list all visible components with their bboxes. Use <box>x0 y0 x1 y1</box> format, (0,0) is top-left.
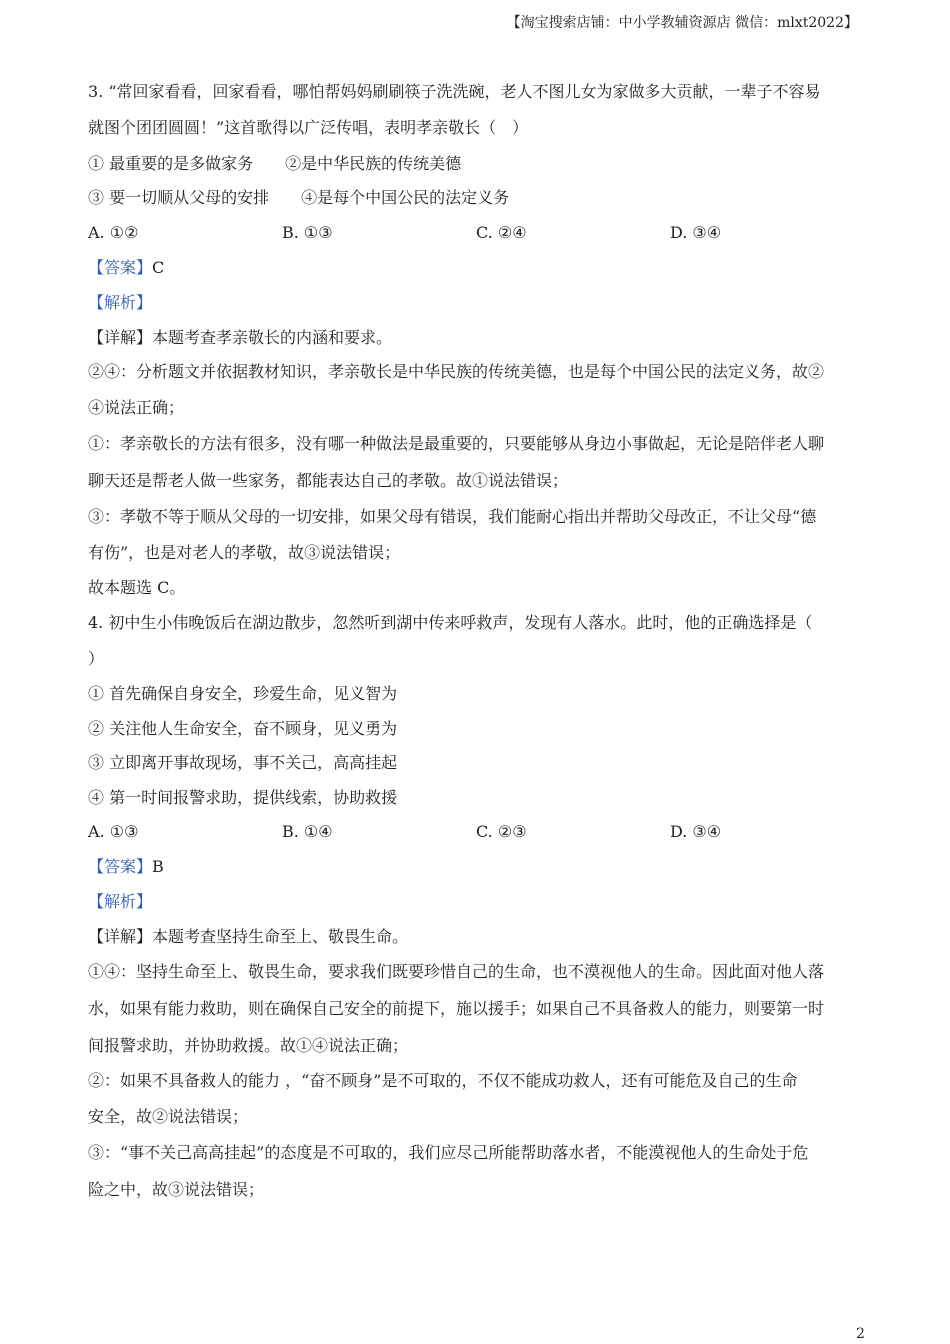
q3-analysis-line: 聊天还是帮老人做一些家务，都能表达自己的孝敬。故①说法错误； <box>88 471 569 490</box>
q3-items-row-1: ① 最重要的是多做家务 ②是中华民族的传统美德 <box>88 154 462 173</box>
q4-item: ③ 立即离开事故现场，事不关己，高高挂起 <box>88 753 398 772</box>
q4-analysis-line: 安全，故②说法错误； <box>88 1107 249 1126</box>
q4-option-b: B. ①④ <box>282 822 333 841</box>
q3-analysis-tag: 【解析】 <box>88 293 153 312</box>
q4-option-d: D. ③④ <box>670 822 722 841</box>
q3-analysis-line: ④说法正确； <box>88 398 185 417</box>
q3-answer <box>88 258 164 278</box>
q4-analysis-line: ②：如果不具备救人的能力 ，“奋不顾身”是不可取的，不仅不能成功救人，还有可能危及自己的生命 <box>88 1071 798 1090</box>
q3-answer-tag: 【答案】 <box>88 258 153 277</box>
q4-detail <box>88 927 408 947</box>
q3-stem-line-2: 就图个团团圆圆！”这首歌得以广泛传唱，表明孝亲敬长（ ） <box>88 118 529 137</box>
q3-detail <box>88 328 392 348</box>
q4-analysis-line: 间报警求助，并协助救援。故①④说法正确； <box>88 1036 409 1055</box>
page-header: 【淘宝搜索店铺：中小学教辅资源店 微信：mlxt2022】 <box>506 15 858 31</box>
q3-stem-line-1: 3. “常回家看看，回家看看，哪怕帮妈妈刷刷筷子洗洗碗，老人不图儿女为家做多大贡献，一辈子不容易 <box>88 82 821 101</box>
q3-analysis-line: ②④：分析题文并依据教材知识，孝亲敬长是中华民族的传统美德，也是每个中国公民的法定义务，故② <box>88 362 825 381</box>
q4-analysis-line: 险之中，故③说法错误； <box>88 1180 265 1199</box>
q3-option-b: B. ①③ <box>282 223 333 242</box>
q4-detail-intro: 本题考查坚持生命至上、敬畏生命。 <box>152 927 409 946</box>
q3-items-row-2: ③ 要一切顺从父母的安排 ④是每个中国公民的法定义务 <box>88 188 510 207</box>
q4-item: ④ 第一时间报警求助，提供线索，协助救援 <box>88 788 398 807</box>
q3-answer-value: C <box>152 258 165 277</box>
q4-answer-value: B <box>152 857 164 876</box>
q3-detail-intro: 本题考查孝亲敬长的内涵和要求。 <box>152 328 393 347</box>
q4-analysis-line: ③：“事不关己高高挂起”的态度是不可取的，我们应尽己所能帮助落水者，不能漠视他人的生命处于危 <box>88 1143 809 1162</box>
q4-option-a: A. ①③ <box>88 822 139 841</box>
q4-analysis-tag: 【解析】 <box>88 892 153 911</box>
q4-stem-line-1: 4. 初中生小伟晚饭后在湖边散步，忽然听到湖中传来呼救声，发现有人落水。此时，他的正确选择是（ <box>88 613 813 632</box>
q4-answer-tag: 【答案】 <box>88 857 153 876</box>
q4-analysis-line: 水，如果有能力救助，则在确保自己安全的前提下，施以援手；如果自己不具备救人的能力，则要第一时 <box>88 999 825 1018</box>
page-number: 2 <box>856 1326 865 1342</box>
q3-option-c: C. ②④ <box>476 223 527 242</box>
q3-analysis-line: 有伤”，也是对老人的孝敬，故③说法错误； <box>88 543 401 562</box>
q4-option-c: C. ②③ <box>476 822 527 841</box>
q4-analysis-line: ①④：坚持生命至上、敬畏生命，要求我们既要珍惜自己的生命，也不漠视他人的生命。因此面对他人落 <box>88 962 825 981</box>
q3-detail-tag: 【详解】 <box>88 328 153 347</box>
q3-analysis-line: ③：孝敬不等于顺从父母的一切安排，如果父母有错误，我们能耐心指出并帮助父母改正，不让父母“德 <box>88 507 817 526</box>
q4-stem-line-2: ） <box>88 649 105 668</box>
q3-analysis-line: ①：孝亲敬长的方法有很多，没有哪一种做法是最重要的，只要能够从身边小事做起，无论是陪伴老人聊 <box>88 434 825 453</box>
q4-item: ① 首先确保自身安全，珍爱生命，见义智为 <box>88 684 398 703</box>
q4-detail-tag: 【详解】 <box>88 927 153 946</box>
q3-option-a: A. ①② <box>88 223 139 242</box>
q3-option-d: D. ③④ <box>670 223 722 242</box>
q4-answer <box>88 857 164 877</box>
q4-item: ② 关注他人生命安全，奋不顾身，见义勇为 <box>88 719 398 738</box>
q3-conclusion: 故本题选 C。 <box>88 578 186 597</box>
